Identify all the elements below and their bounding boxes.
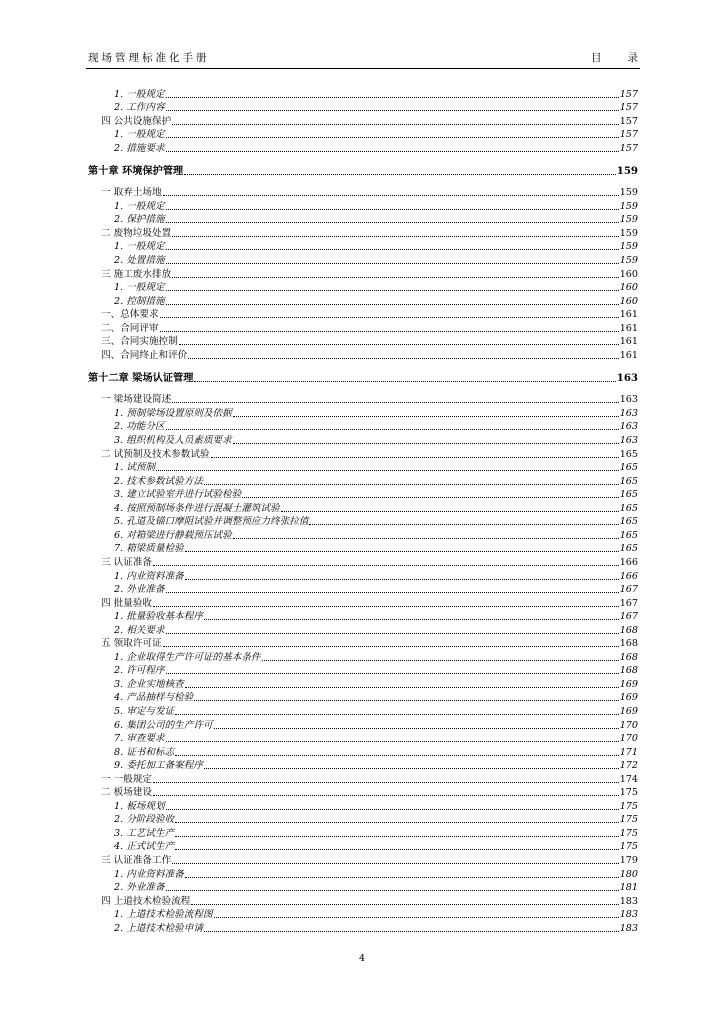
toc-entry-label: 第十章 环境保护管理: [88, 164, 184, 177]
toc-subsection-entry[interactable]: [88, 433, 638, 447]
toc-subsection-entry[interactable]: [88, 128, 638, 142]
toc-entry-label: 2. 上道技术检验申请: [114, 922, 203, 934]
toc-section-entry[interactable]: [88, 637, 638, 651]
toc-entry-label: 四 上道技术检验流程: [101, 895, 191, 907]
toc-entry-page: 163: [619, 435, 638, 447]
toc-dot-leader: [175, 849, 619, 850]
toc-entry-page: 169: [619, 678, 638, 690]
toc-dot-leader: [166, 809, 619, 810]
toc-dot-leader: [163, 195, 619, 196]
toc-entry-page: 172: [619, 760, 638, 772]
toc-subsection-entry[interactable]: [88, 650, 638, 664]
toc-subsection-entry[interactable]: [88, 623, 638, 637]
toc-subsection-entry[interactable]: [88, 87, 638, 101]
toc-entry-page: 165: [619, 475, 638, 487]
toc-entry-label: 四 批量验收: [101, 597, 153, 609]
toc-entry-label: 2. 外业准备: [114, 882, 165, 894]
toc-entry-page: 160: [619, 268, 638, 280]
toc-dot-leader: [166, 633, 619, 634]
toc-entry-page: 167: [619, 584, 638, 596]
toc-entry-page: 160: [619, 295, 638, 307]
toc-dot-leader: [214, 917, 619, 918]
toc-section-entry[interactable]: [88, 267, 638, 281]
toc-dot-leader: [175, 822, 619, 823]
toc-dot-leader: [160, 317, 619, 318]
toc-section-entry[interactable]: [88, 226, 638, 240]
toc-dot-leader: [166, 263, 619, 264]
toc-entry-page: 175: [619, 841, 638, 853]
toc-entry-page: 174: [619, 773, 638, 785]
toc-chapter-entry[interactable]: [88, 371, 638, 385]
toc-entry-label: 二、合同评审: [101, 322, 159, 334]
toc-entry-label: 5. 审定与发证: [114, 705, 175, 717]
toc-section-entry[interactable]: [88, 786, 638, 800]
toc-entry-label: 4. 正式试生产: [114, 841, 175, 853]
toc-entry-page: 168: [619, 651, 638, 663]
toc-chapter-entry[interactable]: [88, 164, 638, 178]
toc-subsection-entry[interactable]: [88, 569, 638, 583]
toc-entry-label: 二 试预制及技术参数试验: [101, 448, 210, 460]
table-of-contents: [88, 87, 638, 935]
toc-entry-label: 1. 一般规定: [114, 241, 165, 253]
toc-entry-page: 166: [619, 556, 638, 568]
toc-dot-leader: [204, 619, 619, 620]
toc-entry-label: 1. 内业资料准备: [114, 868, 184, 880]
toc-entry-page: 157: [619, 129, 638, 141]
toc-dot-leader: [153, 782, 619, 783]
toc-entry-label: 第十二章 梁场认证管理: [88, 371, 194, 384]
toc-subsection-entry[interactable]: [88, 141, 638, 155]
toc-dot-leader: [166, 673, 619, 674]
toc-subsection-entry[interactable]: [88, 101, 638, 115]
toc-dot-leader: [172, 124, 618, 125]
toc-subsection-entry[interactable]: [88, 867, 638, 881]
toc-entry-page: 160: [619, 282, 638, 294]
toc-section-entry[interactable]: [88, 308, 638, 322]
toc-dot-leader: [233, 538, 619, 539]
toc-entry-page: 163: [616, 371, 638, 384]
toc-entry-label: 三、合同实施控制: [101, 336, 178, 348]
toc-entry-label: 2. 功能分区: [114, 421, 165, 433]
toc-dot-leader: [204, 931, 619, 932]
section-label-char-1: 目: [591, 52, 602, 64]
toc-entry-page: 159: [619, 255, 638, 267]
toc-section-entry[interactable]: [88, 772, 638, 786]
toc-entry-label: 三 施工废水排放: [101, 268, 172, 280]
toc-dot-leader: [185, 579, 619, 580]
toc-subsection-entry[interactable]: [88, 921, 638, 935]
toc-entry-label: 3. 工艺试生产: [114, 827, 175, 839]
toc-entry-label: 一 一般规定: [101, 773, 153, 785]
toc-entry-label: 2. 外业准备: [114, 584, 165, 596]
toc-entry-page: 161: [619, 349, 638, 361]
page-number: 4: [358, 953, 366, 964]
toc-dot-leader: [160, 331, 619, 332]
toc-subsection-entry[interactable]: [88, 813, 638, 827]
toc-entry-page: 159: [619, 227, 638, 239]
toc-entry-label: 9. 委托加工备案程序: [114, 760, 203, 772]
toc-entry-label: 2. 工作内容: [114, 102, 165, 114]
toc-subsection-entry[interactable]: [88, 691, 638, 705]
toc-subsection-entry[interactable]: [88, 704, 638, 718]
toc-entry-page: 168: [619, 665, 638, 677]
toc-subsection-entry[interactable]: [88, 515, 638, 529]
toc-dot-leader: [166, 290, 619, 291]
toc-subsection-entry[interactable]: [88, 461, 638, 475]
toc-dot-leader: [233, 416, 619, 417]
toc-section-entry[interactable]: [88, 853, 638, 867]
toc-entry-page: 183: [619, 895, 638, 907]
toc-dot-leader: [309, 524, 618, 525]
toc-dot-leader: [191, 904, 618, 905]
toc-dot-leader: [153, 565, 619, 566]
toc-dot-leader: [188, 358, 618, 359]
toc-dot-leader: [233, 443, 619, 444]
toc-entry-page: 169: [619, 705, 638, 717]
toc-entry-page: 168: [619, 624, 638, 636]
toc-subsection-entry[interactable]: [88, 718, 638, 732]
toc-entry-label: 8. 证书和标志: [114, 746, 175, 758]
toc-section-entry[interactable]: [88, 894, 638, 908]
toc-dot-leader: [166, 592, 619, 593]
toc-entry-label: 二 板场建设: [101, 787, 153, 799]
toc-entry-page: 171: [619, 746, 638, 758]
toc-dot-leader: [175, 836, 619, 837]
toc-entry-label: 5. 孔道及锚口摩阻试验并调整预应力终张拉值: [114, 516, 309, 528]
toc-subsection-entry[interactable]: [88, 664, 638, 678]
toc-entry-label: 6. 集团公司的生产许可: [114, 719, 213, 731]
toc-dot-leader: [166, 151, 619, 152]
toc-entry-page: 169: [619, 692, 638, 704]
toc-subsection-entry[interactable]: [88, 826, 638, 840]
toc-entry-label: 7. 箱梁质量检验: [114, 543, 184, 555]
toc-entry-page: 175: [619, 827, 638, 839]
toc-entry-label: 1. 板场规划: [114, 800, 165, 812]
toc-dot-leader: [281, 511, 619, 512]
toc-entry-page: 163: [619, 407, 638, 419]
toc-dot-leader: [175, 714, 619, 715]
toc-entry-label: 四、合同终止和评价: [101, 349, 188, 361]
toc-entry-label: 一、总体要求: [101, 309, 159, 321]
toc-entry-page: 157: [619, 115, 638, 127]
toc-dot-leader: [166, 429, 619, 430]
manual-title: 现场管理标准化手册: [88, 52, 210, 64]
toc-dot-leader: [166, 304, 619, 305]
toc-entry-page: 165: [619, 543, 638, 555]
toc-dot-leader: [166, 249, 619, 250]
toc-entry-page: 175: [619, 814, 638, 826]
toc-subsection-entry[interactable]: [88, 501, 638, 515]
toc-dot-leader: [204, 484, 619, 485]
toc-dot-leader: [194, 381, 615, 382]
toc-subsection-entry[interactable]: [88, 253, 638, 267]
toc-entry-label: 1. 内业资料准备: [114, 570, 184, 582]
toc-subsection-entry[interactable]: [88, 213, 638, 227]
toc-entry-label: 3. 组织机构及人员素质要求: [114, 435, 232, 447]
toc-subsection-entry[interactable]: [88, 406, 638, 420]
toc-entry-page: 180: [619, 868, 638, 880]
toc-entry-label: 2. 相关要求: [114, 624, 165, 636]
toc-entry-page: 161: [619, 336, 638, 348]
toc-subsection-entry[interactable]: [88, 420, 638, 434]
toc-dot-leader: [172, 402, 618, 403]
toc-entry-label: 一 取弃土场地: [101, 187, 162, 199]
toc-section-entry[interactable]: [88, 555, 638, 569]
header-rule: [86, 68, 640, 69]
toc-entry-page: 165: [619, 516, 638, 528]
toc-entry-label: 1. 一般规定: [114, 282, 165, 294]
toc-entry-label: 4. 产品抽样与检验: [114, 692, 194, 704]
toc-dot-leader: [166, 890, 619, 891]
toc-subsection-entry[interactable]: [88, 745, 638, 759]
toc-entry-label: 6. 对箱梁进行静载预压试验: [114, 529, 232, 541]
toc-subsection-entry[interactable]: [88, 610, 638, 624]
toc-entry-label: 1. 试预制: [114, 462, 155, 474]
toc-dot-leader: [172, 863, 618, 864]
toc-dot-leader: [153, 606, 619, 607]
toc-subsection-entry[interactable]: [88, 908, 638, 922]
toc-dot-leader: [166, 741, 619, 742]
toc-entry-label: 3. 企业实地核查: [114, 678, 184, 690]
toc-dot-leader: [185, 687, 619, 688]
toc-subsection-entry[interactable]: [88, 199, 638, 213]
toc-entry-label: 1. 企业取得生产许可证的基本条件: [114, 651, 261, 663]
toc-entry-label: 一 梁场建设简述: [101, 394, 172, 406]
toc-subsection-entry[interactable]: [88, 840, 638, 854]
toc-entry-label: 2. 分阶段验收: [114, 814, 175, 826]
toc-subsection-entry[interactable]: [88, 759, 638, 773]
toc-entry-label: 四 公共设施保护: [101, 115, 172, 127]
toc-entry-page: 168: [619, 638, 638, 650]
toc-entry-label: 二 废物垃圾处置: [101, 227, 172, 239]
toc-entry-page: 175: [619, 800, 638, 812]
toc-entry-page: 159: [619, 214, 638, 226]
toc-subsection-entry[interactable]: [88, 294, 638, 308]
toc-entry-label: 三 认证准备工作: [101, 854, 172, 866]
toc-dot-leader: [166, 137, 619, 138]
toc-subsection-entry[interactable]: [88, 799, 638, 813]
toc-dot-leader: [166, 209, 619, 210]
toc-entry-page: 163: [619, 394, 638, 406]
toc-dot-leader: [179, 344, 619, 345]
page-header: [88, 50, 638, 66]
toc-entry-page: 163: [619, 421, 638, 433]
toc-entry-label: 2. 保护措施: [114, 214, 165, 226]
toc-entry-label: 2. 处置措施: [114, 255, 165, 267]
toc-section-entry[interactable]: [88, 596, 638, 610]
toc-entry-page: 161: [619, 309, 638, 321]
toc-dot-leader: [211, 457, 619, 458]
toc-entry-label: 三 认证准备: [101, 556, 153, 568]
toc-subsection-entry[interactable]: [88, 542, 638, 556]
toc-subsection-entry[interactable]: [88, 881, 638, 895]
toc-entry-page: 167: [619, 597, 638, 609]
toc-section-entry[interactable]: [88, 114, 638, 128]
toc-entry-label: 1. 一般规定: [114, 88, 165, 100]
toc-entry-page: 159: [619, 187, 638, 199]
toc-entry-page: 159: [616, 164, 638, 177]
toc-dot-leader: [156, 470, 619, 471]
toc-dot-leader: [166, 110, 619, 111]
section-label: [591, 50, 638, 65]
toc-dot-leader: [184, 174, 616, 175]
toc-entry-page: 167: [619, 611, 638, 623]
toc-entry-page: 170: [619, 719, 638, 731]
toc-entry-label: 2. 控制措施: [114, 295, 165, 307]
toc-entry-page: 183: [619, 922, 638, 934]
toc-subsection-entry[interactable]: [88, 583, 638, 597]
toc-entry-page: 179: [619, 854, 638, 866]
toc-subsection-entry[interactable]: [88, 281, 638, 295]
toc-entry-label: 1. 上道技术检验流程图: [114, 909, 213, 921]
toc-entry-page: 165: [619, 489, 638, 501]
toc-entry-label: 五 领取许可证: [101, 638, 162, 650]
section-label-char-2: 录: [627, 52, 638, 64]
toc-entry-page: 181: [619, 882, 638, 894]
toc-entry-label: 2. 措施要求: [114, 142, 165, 154]
toc-entry-page: 159: [619, 241, 638, 253]
toc-entry-page: 166: [619, 570, 638, 582]
toc-entry-page: 165: [619, 502, 638, 514]
toc-section-entry[interactable]: [88, 335, 638, 349]
toc-entry-label: 2. 许可程序: [114, 665, 165, 677]
toc-entry-page: 170: [619, 733, 638, 745]
toc-dot-leader: [204, 768, 619, 769]
toc-section-entry[interactable]: [88, 186, 638, 200]
toc-dot-leader: [185, 877, 619, 878]
toc-dot-leader: [242, 497, 618, 498]
toc-dot-leader: [194, 700, 618, 701]
toc-entry-page: 161: [619, 322, 638, 334]
toc-section-entry[interactable]: [88, 447, 638, 461]
toc-section-entry[interactable]: [88, 348, 638, 362]
toc-entry-page: 159: [619, 200, 638, 212]
toc-entry-label: 3. 建立试验室并进行试验检验: [114, 489, 242, 501]
toc-dot-leader: [262, 660, 619, 661]
toc-section-entry[interactable]: [88, 393, 638, 407]
toc-subsection-entry[interactable]: [88, 240, 638, 254]
toc-section-entry[interactable]: [88, 321, 638, 335]
toc-subsection-entry[interactable]: [88, 474, 638, 488]
toc-entry-page: 165: [619, 448, 638, 460]
toc-subsection-entry[interactable]: [88, 528, 638, 542]
toc-entry-page: 183: [619, 909, 638, 921]
toc-entry-page: 157: [619, 88, 638, 100]
toc-entry-label: 1. 一般规定: [114, 129, 165, 141]
toc-entry-label: 1. 批量验收基本程序: [114, 611, 203, 623]
toc-dot-leader: [166, 222, 619, 223]
toc-entry-page: 165: [619, 529, 638, 541]
toc-entry-label: 2. 技术参数试验方法: [114, 475, 203, 487]
toc-dot-leader: [166, 97, 619, 98]
toc-dot-leader: [214, 728, 619, 729]
toc-dot-leader: [175, 755, 619, 756]
toc-entry-label: 1. 预制梁场设置原则及依据: [114, 407, 232, 419]
toc-subsection-entry[interactable]: [88, 488, 638, 502]
toc-subsection-entry[interactable]: [88, 677, 638, 691]
toc-entry-page: 165: [619, 462, 638, 474]
toc-dot-leader: [153, 795, 619, 796]
toc-dot-leader: [172, 236, 618, 237]
toc-entry-label: 7. 审查要求: [114, 733, 165, 745]
toc-subsection-entry[interactable]: [88, 732, 638, 746]
toc-entry-label: 1. 一般规定: [114, 200, 165, 212]
toc-entry-page: 175: [619, 787, 638, 799]
toc-entry-page: 157: [619, 102, 638, 114]
toc-entry-page: 157: [619, 142, 638, 154]
toc-dot-leader: [163, 646, 619, 647]
toc-dot-leader: [185, 551, 619, 552]
toc-dot-leader: [172, 277, 618, 278]
toc-entry-label: 4. 按照预制场条件进行混凝土灌筑试验: [114, 502, 280, 514]
